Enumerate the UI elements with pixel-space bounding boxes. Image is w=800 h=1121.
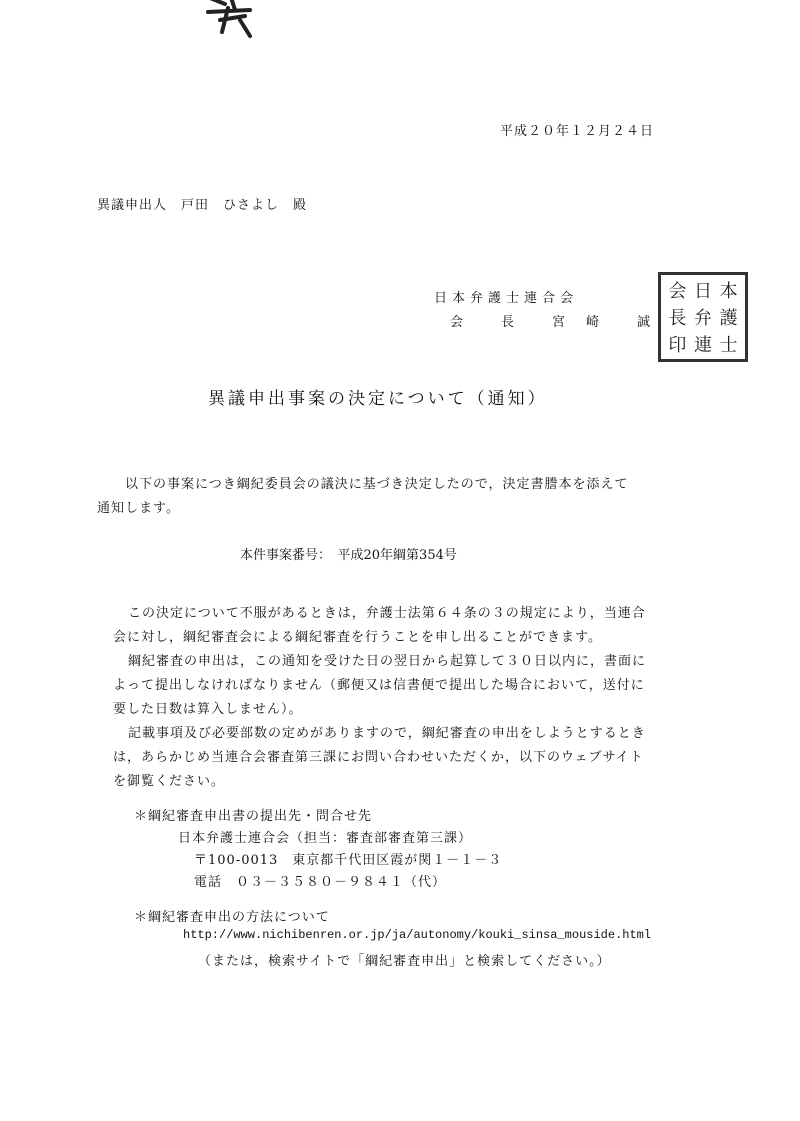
intro-line-2: 通知します。 [97, 501, 180, 516]
paragraph-2-line-3: 要した日数は算入しません）。 [113, 702, 303, 717]
paragraph-3-line-2: は，あらかじめ当連合会審査第三課にお問い合わせいただくか，以下のウェブサイト [113, 750, 644, 765]
addressee: 異議申出人 戸田 ひさよし 殿 [97, 198, 308, 213]
paragraph-2-line-2: よって提出しなければなりません（郵便又は信書便で提出した場合において，送付に [113, 678, 645, 693]
contact-heading: ＊綱紀審査申出書の提出先・問合せ先 [134, 809, 373, 824]
method-url[interactable]: http://www.nichibenren.or.jp/ja/autonomy/kouki_sinsa_mouside.html [183, 928, 652, 942]
method-heading: ＊綱紀審査申出の方法について [134, 910, 330, 925]
paragraph-1-line-1: この決定について不服があるときは，弁護士法第６４条の３の規定により，当連合 [128, 606, 646, 621]
handwritten-mark [200, 0, 270, 40]
official-seal: 会 日 本 長 弁 護 印 連 士 [658, 272, 748, 362]
contact-address: 〒100-0013 東京都千代田区霞が関１－１－３ [194, 853, 503, 868]
contact-org: 日本弁護士連合会（担当：審査部審査第三課） [178, 831, 473, 846]
paragraph-1-line-2: 会に対し，綱紀審査会による綱紀審査を行うことを申し出ることができます。 [113, 630, 602, 645]
paragraph-3-line-3: を御覧ください。 [113, 774, 226, 789]
sender-title: 会 長 宮 崎 誠 [450, 315, 655, 330]
sender-org: 日本弁護士連合会 [434, 291, 579, 306]
case-number: 本件事案番号： 平成20年綱第354号 [240, 548, 457, 563]
method-note: （または，検索サイトで「綱紀審査申出」と検索してください。） [198, 954, 611, 969]
contact-phone: 電話 ０３－３５８０－９８４１（代） [194, 875, 447, 890]
paragraph-3-line-1: 記載事項及び必要部数の定めがありますので，綱紀審査の申出をしようとするとき [128, 726, 646, 741]
document-title: 異議申出事案の決定について（通知） [208, 389, 548, 409]
paragraph-2-line-1: 綱紀審査の申出は，この通知を受けた日の翌日から起算して３０日以内に，書面に [128, 654, 647, 669]
issue-date: 平成２０年１２月２４日 [500, 124, 655, 139]
intro-line-1: 以下の事案につき綱紀委員会の議決に基づき決定したので，決定書謄本を添えて [125, 477, 629, 492]
